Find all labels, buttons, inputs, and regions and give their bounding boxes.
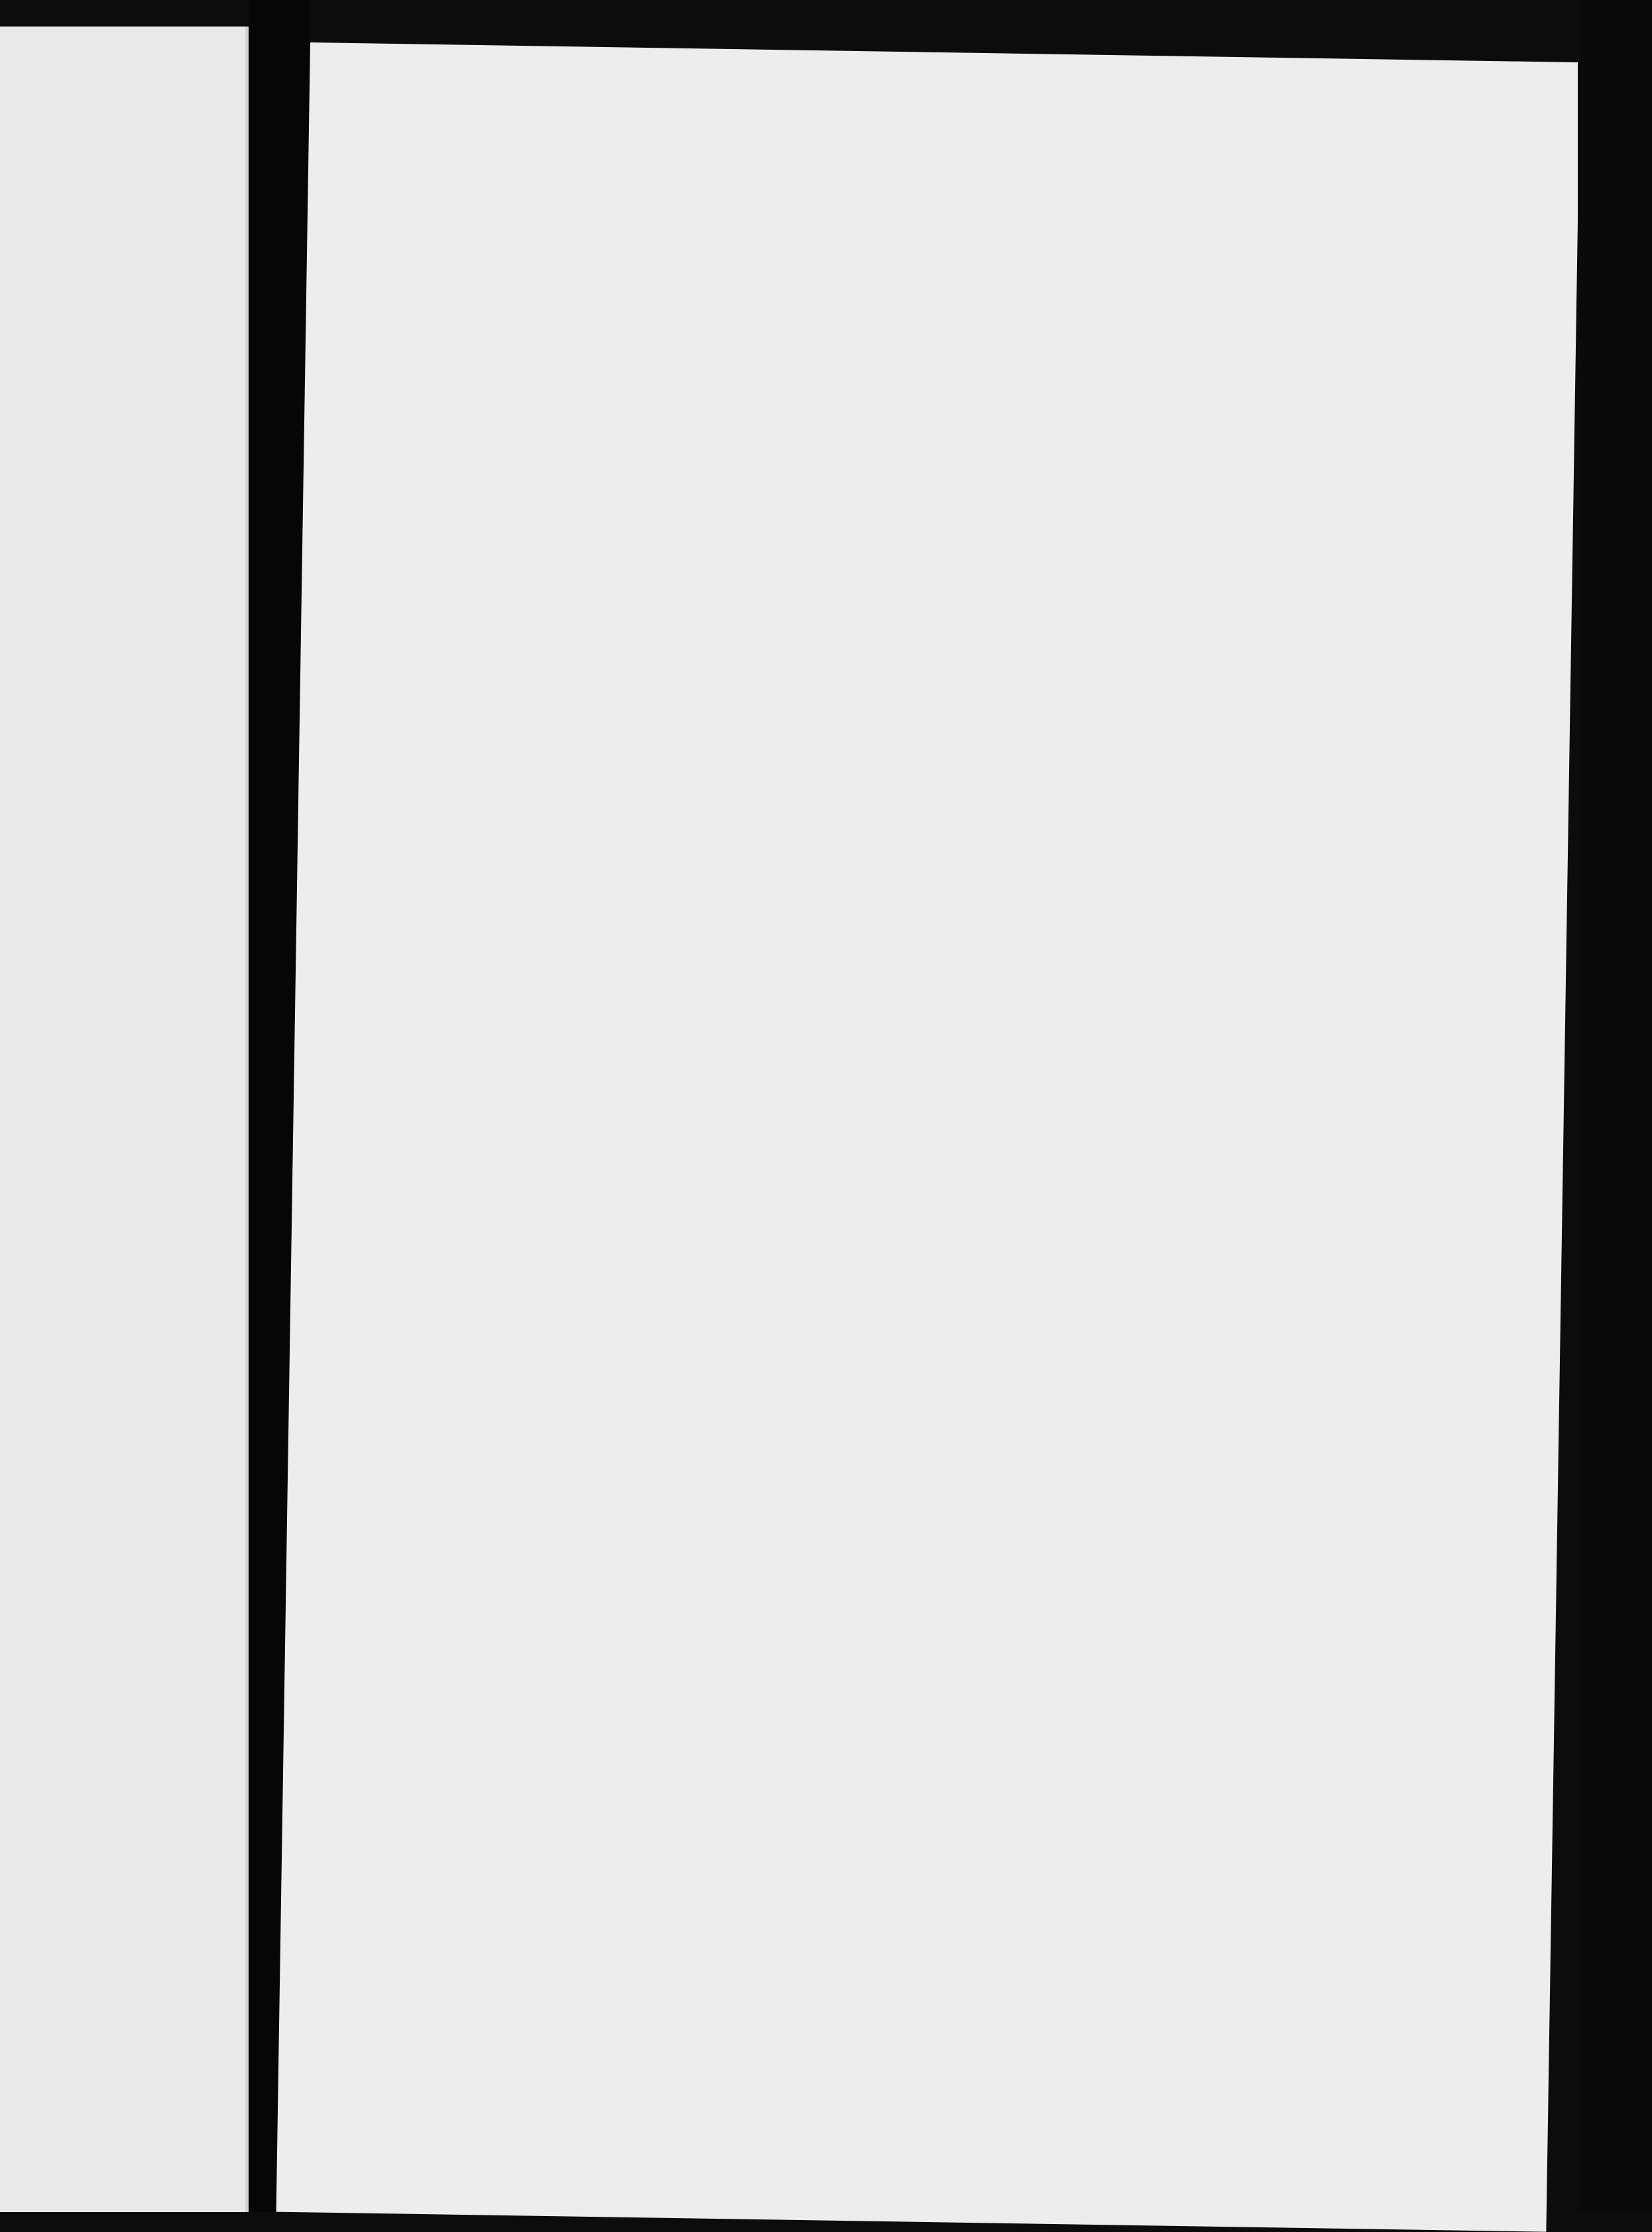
page-edge [1578,0,1652,2212]
exercise-56-item-15 [362,968,1350,983]
left-page [0,27,252,2212]
exercise-57-answers [310,42,1580,62]
answers-top [310,42,1580,62]
main-page [276,42,1580,2232]
exercise-56-b-item-1 [366,1125,1347,1140]
exercise-56-item-13 [384,833,1352,848]
exercise-56-answers [310,42,1580,62]
